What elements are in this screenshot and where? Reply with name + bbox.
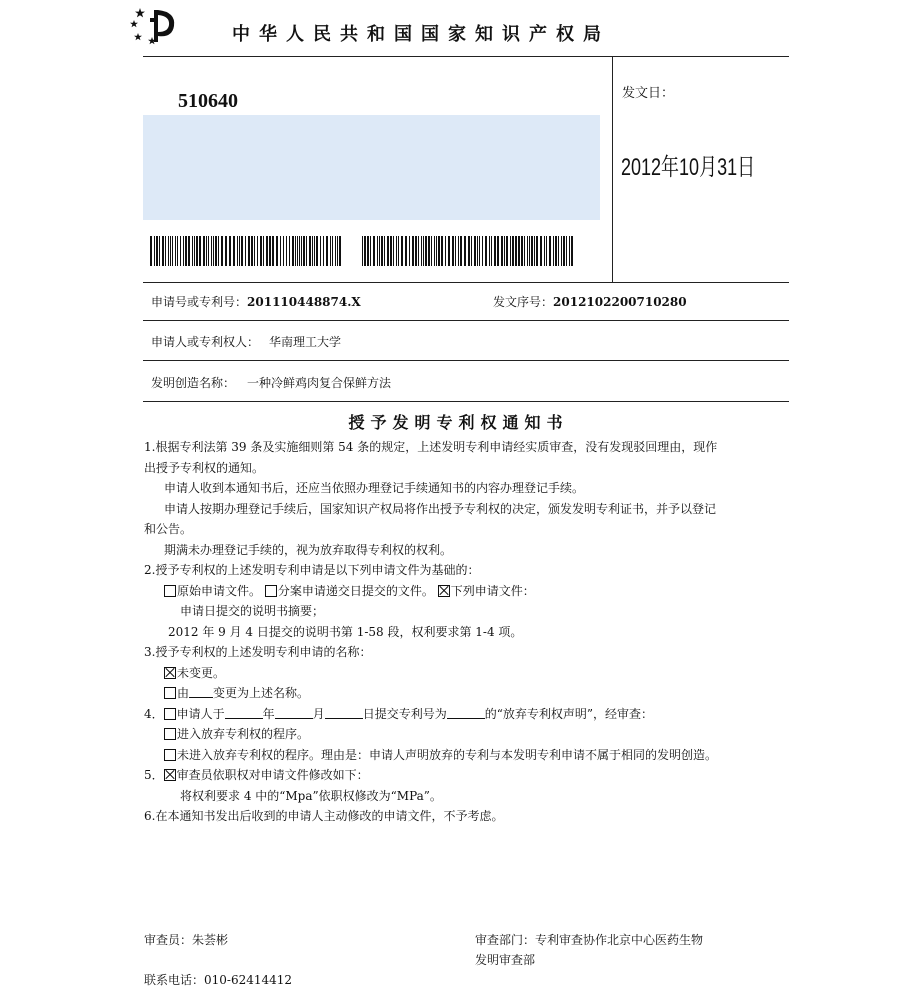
examination-department: 审查部门：专利审查协作北京中心医药生物 (475, 933, 704, 947)
applicant-label: 申请人或专利权人： (151, 335, 260, 349)
option-label: 原始申请文件。 (177, 583, 262, 598)
code-number: 510640 (178, 90, 238, 112)
document-number: 2012102200710280 (553, 295, 687, 309)
application-number: 201110448874.X (247, 295, 361, 309)
paragraph: 申请人按期办理登记手续后，国家知识产权局将作出授予专利权的决定，颁发发明专利证书，并予以登记 (164, 501, 717, 516)
option-label: 的“放弃专利权声明”，经审查： (484, 706, 653, 721)
invention-label: 发明创造名称： (151, 376, 236, 390)
option-row (144, 765, 794, 786)
checked-checkbox (164, 769, 176, 781)
paragraph: 6.在本通知书发出后收到的申请人主动修改的申请文件，不予考虑。 (144, 809, 504, 823)
examiner: 审查员：朱荟彬 (144, 933, 229, 947)
option-label: 申请人于 (176, 706, 225, 721)
item-number: 4． (144, 706, 164, 721)
document-number-row (493, 293, 687, 310)
item-number: 5． (144, 768, 164, 782)
checkbox (164, 708, 176, 720)
application-number-row (151, 293, 361, 310)
applicant-row (151, 333, 341, 350)
barcode (362, 236, 574, 266)
option-label: 进入放弃专利权的程序。 (177, 727, 310, 741)
option-label: 未变更。 (177, 665, 226, 680)
invention-row (151, 374, 391, 391)
blank-line (325, 706, 363, 719)
blank-line (447, 706, 485, 719)
examination-department-2: 发明审查部 (475, 953, 536, 967)
option-row (144, 663, 794, 684)
checkbox (164, 749, 176, 761)
checkbox (164, 687, 176, 699)
option-label: 下列申请文件： (450, 583, 535, 598)
sipo-logo (128, 6, 180, 46)
paragraph: 期满未办理登记手续的，视为放弃取得专利权的权利。 (164, 542, 453, 557)
document-number-label: 发文序号： (493, 295, 554, 309)
option-row (144, 704, 794, 725)
checked-checkbox (164, 667, 176, 679)
date-label: 发文日： (622, 86, 675, 101)
option-label: 变更为上述名称。 (213, 686, 310, 700)
option-label: 由 (177, 686, 190, 700)
option-row (144, 724, 794, 745)
applicant-name: 华南理工大学 (269, 335, 342, 349)
divider (143, 320, 789, 321)
barcode (150, 236, 345, 266)
blank-line (225, 706, 263, 719)
date-value: 2012年10月31日 (621, 154, 756, 181)
address-block (143, 115, 600, 220)
checkbox (265, 585, 277, 597)
paragraph: 2012 年 9 月 4 日提交的说明书第 1-58 段，权利要求第 1-4 项。 (168, 624, 523, 639)
checkbox (164, 728, 176, 740)
invention-name: 一种冷鲜鸡肉复合保鲜方法 (247, 376, 392, 390)
office-title: 中华人民共和国国家知识产权局 (232, 24, 610, 45)
application-number-label: 申请号或专利号： (151, 295, 248, 309)
blank-line (275, 706, 313, 719)
option-label: 年 (262, 706, 275, 721)
paragraph: 3.授予专利权的上述发明专利申请的名称： (144, 645, 372, 659)
option-row (144, 745, 794, 766)
notice-body (144, 437, 794, 827)
option-label: 月 (312, 706, 325, 721)
option-label: 未进入放弃专利权的程序。理由是：申请人声明放弃的专利与本发明专利申请不属于相同的发明创造。 (177, 747, 718, 762)
blank-line (189, 685, 213, 698)
divider (143, 401, 789, 402)
paragraph: 申请人收到本通知书后，还应当依照办理登记手续通知书的内容办理登记手续。 (164, 481, 585, 495)
paragraph: 申请日提交的说明书摘要； (180, 604, 325, 618)
paragraph: 将权利要求 4 中的“Mpa”依职权修改为“MPa”。 (180, 788, 442, 803)
paragraph: 和公告。 (144, 522, 193, 536)
divider (143, 360, 789, 361)
option-label: 审查员依职权对申请文件修改如下： (176, 768, 369, 782)
paragraph: 出授予专利权的通知。 (144, 460, 265, 475)
checkbox (164, 585, 176, 597)
paragraph: 2.授予专利权的上述发明专利申请是以下列申请文件为基础的： (144, 563, 480, 577)
option-row (144, 581, 794, 602)
divider (143, 56, 789, 57)
option-label: 日提交专利号为 (362, 706, 447, 721)
contact-phone: 联系电话：010-62414412 (144, 973, 293, 987)
option-row (144, 683, 794, 704)
divider (143, 282, 789, 283)
checked-checkbox (438, 585, 450, 597)
option-label: 分案申请递交日提交的文件。 (277, 583, 434, 598)
paragraph: 1.根据专利法第 39 条及实施细则第 54 条的规定，上述发明专利申请经实质审查，没有发现驳回理由，现作 (144, 440, 718, 454)
notice-title: 授予发明专利权通知书 (348, 413, 569, 432)
divider (612, 56, 613, 282)
